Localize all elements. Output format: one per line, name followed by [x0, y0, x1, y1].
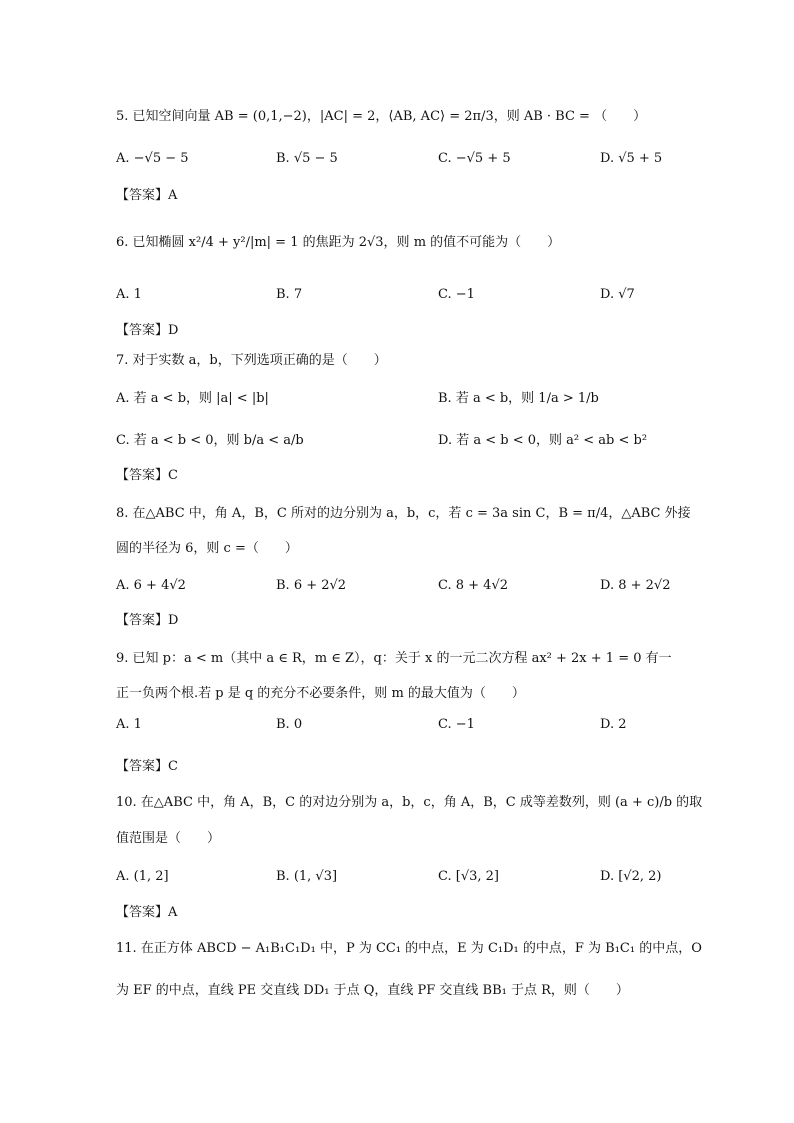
question-10-stem-line-1: 10. 在△ABC 中，角 A，B，C 的对边分别为 a，b，c，角 A，B，C 成等差数列，则 (a + c)/b 的取 [116, 795, 703, 810]
question-9-answer: 【答案】C [116, 759, 178, 774]
question-5-option-d: D. √5 + 5 [600, 151, 663, 166]
question-5-option-a: A. −√5 − 5 [116, 151, 189, 166]
question-10-stem-line-2: 值范围是（ ） [116, 831, 221, 846]
question-5-stem: 5. 已知空间向量 AB = (0,1,−2)，|AC| = 2，⟨AB, AC⟩ = 2π/3，则 AB · BC = （ ） [116, 109, 647, 124]
question-10-option-a: A. (1, 2] [116, 869, 169, 884]
question-9-option-a: A. 1 [116, 717, 142, 732]
question-5-option-b: B. √5 − 5 [276, 151, 338, 166]
question-7-stem: 7. 对于实数 a，b，下列选项正确的是（ ） [116, 353, 387, 368]
question-10-option-c: C. [√3, 2] [438, 869, 499, 884]
question-5-option-c: C. −√5 + 5 [438, 151, 511, 166]
question-10-answer: 【答案】A [116, 905, 178, 920]
question-10-option-b: B. (1, √3] [276, 869, 338, 884]
question-10-option-d: D. [√2, 2) [600, 869, 662, 884]
question-6-option-c: C. −1 [438, 287, 475, 302]
question-7-option-a: A. 若 a < b，则 |a| < |b| [116, 391, 269, 406]
question-9-option-d: D. 2 [600, 717, 627, 732]
question-11-stem-line-2: 为 EF 的中点，直线 PE 交直线 DD₁ 于点 Q，直线 PF 交直线 BB₁ 于点 R，则（ ） [116, 983, 629, 998]
question-7-option-d: D. 若 a < b < 0，则 a² < ab < b² [438, 433, 648, 448]
question-8-stem-line-1: 8. 在△ABC 中，角 A，B，C 所对的边分别为 a，b，c，若 c = 3a sin C，B = π/4，△ABC 外接 [116, 506, 691, 521]
question-7-option-b: B. 若 a < b，则 1/a > 1/b [438, 391, 599, 406]
question-8-option-a: A. 6 + 4√2 [116, 578, 186, 593]
question-8-stem-line-2: 圆的半径为 6，则 c =（ ） [116, 541, 298, 556]
question-9-stem-line-2: 正一负两个根.若 p 是 q 的充分不必要条件，则 m 的最大值为（ ） [116, 686, 525, 701]
question-7-option-c: C. 若 a < b < 0，则 b/a < a/b [116, 433, 304, 448]
question-6-option-d: D. √7 [600, 287, 635, 302]
question-7-answer: 【答案】C [116, 468, 178, 483]
question-8-option-b: B. 6 + 2√2 [276, 578, 347, 593]
question-9-option-b: B. 0 [276, 717, 303, 732]
question-6-option-a: A. 1 [116, 287, 142, 302]
question-11-stem-line-1: 11. 在正方体 ABCD − A₁B₁C₁D₁ 中，P 为 CC₁ 的中点，E 为 C₁D₁ 的中点，F 为 B₁C₁ 的中点，O [116, 941, 702, 956]
question-8-answer: 【答案】D [116, 613, 179, 628]
question-8-option-c: C. 8 + 4√2 [438, 578, 509, 593]
question-6-answer: 【答案】D [116, 323, 179, 338]
question-8-option-d: D. 8 + 2√2 [600, 578, 671, 593]
question-9-stem-line-1: 9. 已知 p：a < m（其中 a ∈ R，m ∈ Z），q：关于 x 的一元二次方程 ax² + 2x + 1 = 0 有一 [116, 651, 672, 666]
question-6-stem: 6. 已知椭圆 x²/4 + y²/|m| = 1 的焦距为 2√3，则 m 的值不可能为（ ） [116, 235, 561, 250]
question-9-option-c: C. −1 [438, 717, 475, 732]
question-5-answer: 【答案】A [116, 188, 178, 203]
question-6-option-b: B. 7 [276, 287, 303, 302]
